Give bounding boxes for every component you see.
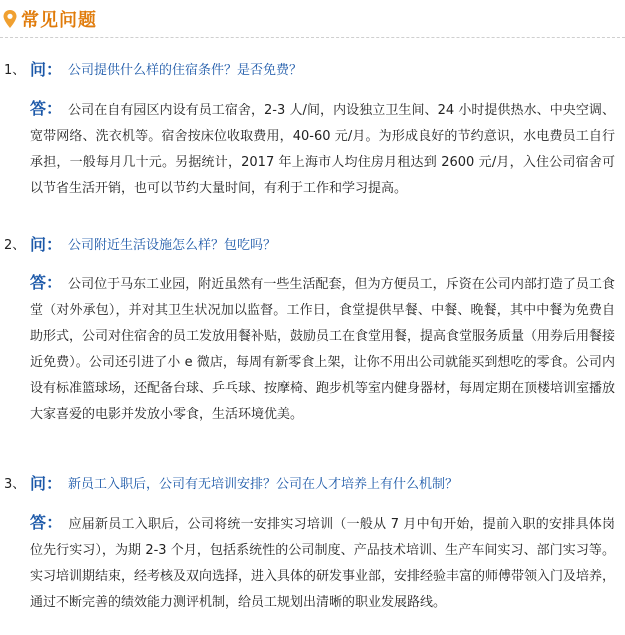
question-label: 问： xyxy=(30,473,63,493)
question-number: 3、 xyxy=(4,476,26,492)
faq-item-2 xyxy=(0,230,625,428)
question-text: 新员工入职后，公司有无培训安排？公司在人才培养上有什么机制？ xyxy=(68,476,459,492)
answer-text: 应届新员工入职后，公司将统一安排实习培训（一般从 7 月中旬开始，提前入职的安排具体岗位先行实习），为期 2-3 个月，包括系统性的公司制度、产品技术培训、生产车间实习、部门实习等。实习培训期结束，经考核及双向选择，进入具体的研发事业部，安排经验丰富的师傅带领入门及培养，通过不断完善的绩效能力测评机制，给员工规划出清晰的职业发展路线。 xyxy=(30,517,616,610)
question-label: 问： xyxy=(30,59,63,79)
faq-item-3 xyxy=(0,469,625,616)
answer-text: 公司在自有园区内设有员工宿舍，2-3 人/间，内设独立卫生间、24 小时提供热水、中央空调、宽带网络、洗衣机等。宿舍按床位收取费用，40-60 元/月。为形成良好的节约意识，水电费员工自行承担，一般每月几十元。另据统计，2017 年上海市人均住房月租达到 2600 元/月，入住公司宿舍可以节省生活开销，也可以节约大量时间，有利于工作和学习提高。 xyxy=(30,103,615,196)
title-divider xyxy=(0,37,625,38)
section-header xyxy=(2,4,97,34)
question-row xyxy=(0,469,625,495)
question-row xyxy=(0,230,625,256)
answer-label: 答： xyxy=(30,99,63,118)
location-pin-icon xyxy=(2,9,18,29)
question-number: 2、 xyxy=(4,237,26,253)
question-text: 公司附近生活设施怎么样？包吃吗？ xyxy=(68,237,277,253)
answer-block xyxy=(30,96,615,202)
question-label: 问： xyxy=(30,234,63,254)
answer-block xyxy=(30,270,615,428)
question-row xyxy=(0,55,625,81)
answer-label: 答： xyxy=(30,273,63,292)
page-title: 常见问题 xyxy=(21,10,97,31)
question-number: 1、 xyxy=(4,62,26,78)
question-text: 公司提供什么样的住宿条件？是否免费？ xyxy=(68,62,303,78)
answer-block xyxy=(30,510,615,616)
answer-label: 答： xyxy=(30,513,63,532)
faq-item-1 xyxy=(0,55,625,202)
answer-text: 公司位于马东工业园，附近虽然有一些生活配套，但为方便员工，斥资在公司内部打造了员工食堂（对外承包），并对其卫生状况加以监督。工作日，食堂提供早餐、中餐、晚餐，其中中餐为免费自助形式，公司对住宿舍的员工发放用餐补贴，鼓励员工在食堂用餐，提高食堂服务质量（用券后用餐接近免费）。公司还引进了小 e 微店，每周有新零食上架，让你不用出公司就能买到想吃的零食。公司内设有标准篮球场，还配备台球、乒乓球、按摩椅、跑步机等室内健身器材，每周定期在顶楼培训室播放大家喜爱的电影并发放小零食，生活环境优美。 xyxy=(30,277,616,422)
